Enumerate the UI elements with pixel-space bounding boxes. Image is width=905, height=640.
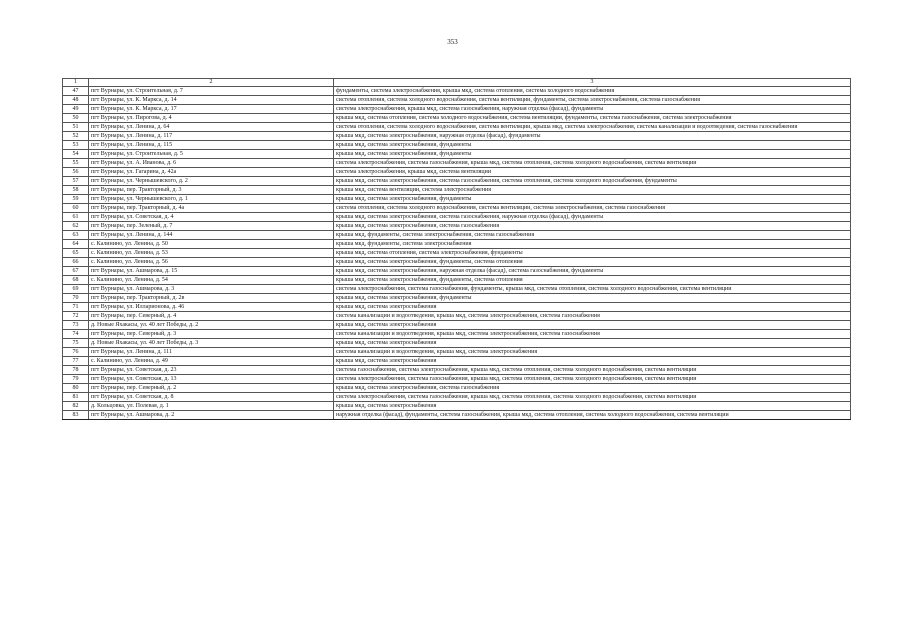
table-row [63, 222, 851, 231]
header-col-3: 3 [334, 79, 851, 87]
row-number: 74 [63, 330, 89, 339]
table-row [63, 240, 851, 249]
table-row [63, 213, 851, 222]
row-address: д. Новые Яхакасы, ул. 40 лет Победы, д. 3 [89, 339, 334, 348]
row-number: 68 [63, 276, 89, 285]
row-number: 51 [63, 123, 89, 132]
row-address: д. Кольцовка, ул. Полевая, д. 1 [89, 402, 334, 411]
row-address: пгт Вурнары, ул. Ленина, д. 64 [89, 123, 334, 132]
table-header [63, 79, 851, 87]
row-number: 77 [63, 357, 89, 366]
table-row [63, 87, 851, 96]
row-number: 70 [63, 294, 89, 303]
row-address: пгт Вурнары, пер. Зеленый, д. 7 [89, 222, 334, 231]
row-number: 49 [63, 105, 89, 114]
table-row [63, 294, 851, 303]
row-number: 79 [63, 375, 89, 384]
row-address: пгт Вурнары, ул. Строительная, д. 7 [89, 87, 334, 96]
row-number: 60 [63, 204, 89, 213]
row-address: пгт Вурнары, ул. Илларионова, д. 46 [89, 303, 334, 312]
row-address: пгт Вурнары, ул. Пирогова, д. 4 [89, 114, 334, 123]
row-works: система электроснабжения, система газоснабжения, крыша мкд, система отопления, система холодного водоснабжения, система вентиляции [334, 393, 851, 402]
row-works: крыша мкд, система электроснабжения, система газоснабжения [334, 222, 851, 231]
row-address: с. Калинино, ул. Ленина, д. 56 [89, 258, 334, 267]
table-row [63, 411, 851, 420]
row-address: пгт Вурнары, ул. Ашмарова, д. 15 [89, 267, 334, 276]
row-works: система отопления, система холодного водоснабжения, система вентиляции, фундаменты, система электроснабжения, система газоснабжения [334, 96, 851, 105]
header-row [63, 79, 851, 87]
table-row [63, 312, 851, 321]
row-number: 69 [63, 285, 89, 294]
row-address: пгт Вурнары, ул. Гагарина, д. 42а [89, 168, 334, 177]
table-row [63, 402, 851, 411]
row-works: крыша мкд, фундаменты, система электроснабжения, система газоснабжения [334, 231, 851, 240]
row-works: крыша мкд, система электроснабжения, наружная отделка (фасад), фундаменты [334, 132, 851, 141]
table-row [63, 303, 851, 312]
row-works: система электроснабжения, крыша мкд, система вентиляции [334, 168, 851, 177]
row-works: крыша мкд, система электроснабжения, фундаменты [334, 195, 851, 204]
table-row [63, 258, 851, 267]
row-address: пгт Вурнары, ул. Ашмарова, д. 3 [89, 285, 334, 294]
row-number: 65 [63, 249, 89, 258]
table-row [63, 195, 851, 204]
row-number: 47 [63, 87, 89, 96]
row-number: 50 [63, 114, 89, 123]
row-address: пгт Вурнары, ул. Советская, д. 4 [89, 213, 334, 222]
row-works: система электроснабжения, крыша мкд, система газоснабжения, наружная отделка (фасад), фундаменты [334, 105, 851, 114]
row-works: система канализации и водоотведения, крыша мкд, система электроснабжения [334, 348, 851, 357]
row-works: крыша мкд, система вентиляции, система электроснабжения [334, 186, 851, 195]
row-works: система электроснабжения, система газоснабжения, крыша мкд, система отопления, система холодного водоснабжения, система вентиляции [334, 375, 851, 384]
row-number: 73 [63, 321, 89, 330]
row-works: фундаменты, система электроснабжения, крыша мкд, система отопления, система холодного водоснабжения [334, 87, 851, 96]
table-row [63, 321, 851, 330]
row-works: система отопления, система холодного водоснабжения, система вентиляции, крыша мкд, система электроснабжения, система канализации и водоотведения, система газоснабжения [334, 123, 851, 132]
row-works: крыша мкд, система электроснабжения, система газоснабжения, система отопления, система холодного водоснабжения, фундаменты [334, 177, 851, 186]
row-address: пгт Вурнары, пер. Тракторный, д. 4а [89, 204, 334, 213]
row-address: пгт Вурнары, ул. Советская, д. 13 [89, 375, 334, 384]
row-number: 63 [63, 231, 89, 240]
row-number: 80 [63, 384, 89, 393]
row-works: крыша мкд, система электроснабжения, фундаменты, система отопления [334, 258, 851, 267]
row-address: с. Калинино, ул. Ленина, д. 54 [89, 276, 334, 285]
row-works: крыша мкд, система отопления, система электроснабжения, фундаменты [334, 249, 851, 258]
row-number: 59 [63, 195, 89, 204]
row-address: пгт Вурнары, пер. Тракторный, д. 2в [89, 294, 334, 303]
row-address: пгт Вурнары, ул. Строительная, д. 5 [89, 150, 334, 159]
row-number: 81 [63, 393, 89, 402]
row-works: крыша мкд, система электроснабжения, наружная отделка (фасад), система газоснабжения, фундаменты [334, 267, 851, 276]
row-address: с. Калинино, ул. Ленина, д. 53 [89, 249, 334, 258]
row-number: 78 [63, 366, 89, 375]
row-number: 54 [63, 150, 89, 159]
row-address: пгт Вурнары, ул. Чернышевского, д. 2 [89, 177, 334, 186]
table-row [63, 114, 851, 123]
table-row [63, 123, 851, 132]
row-number: 71 [63, 303, 89, 312]
row-address: пгт Вурнары, ул. Советская, д. 23 [89, 366, 334, 375]
row-works: крыша мкд, система электроснабжения, система газоснабжения [334, 384, 851, 393]
row-works: крыша мкд, система электроснабжения, система газоснабжения, наружная отделка (фасад), фундаменты [334, 213, 851, 222]
row-number: 62 [63, 222, 89, 231]
table-row [63, 276, 851, 285]
row-works: крыша мкд, система электроснабжения, фундаменты [334, 294, 851, 303]
table-row [63, 267, 851, 276]
row-address: пгт Вурнары, ул. Ленина, д. 115 [89, 141, 334, 150]
row-address: пгт Вурнары, ул. Ленина, д. 117 [89, 132, 334, 141]
row-works: крыша мкд, система отопления, система холодного водоснабжения, система вентиляции, фундаменты, система газоснабжения, система электроснабжения [334, 114, 851, 123]
row-address: пгт Вурнары, пер. Северный, д. 4 [89, 312, 334, 321]
table-row [63, 249, 851, 258]
table-row [63, 348, 851, 357]
row-address: пгт Вурнары, ул. А. Иванова, д. 6 [89, 159, 334, 168]
row-number: 67 [63, 267, 89, 276]
row-works: система газоснабжения, система электроснабжения, крыша мкд, система отопления, система холодного водоснабжения, система вентиляции [334, 366, 851, 375]
row-works: крыша мкд, система электроснабжения, фундаменты, система отопления [334, 276, 851, 285]
row-works: система электроснабжения, система газоснабжения, крыша мкд, система отопления, система холодного водоснабжения, система вентиляции [334, 159, 851, 168]
row-address: пгт Вурнары, ул. К. Маркса, д. 14 [89, 96, 334, 105]
table-row [63, 150, 851, 159]
row-address: пгт Вурнары, ул. К. Маркса, д. 17 [89, 105, 334, 114]
row-works: крыша мкд, система электроснабжения, фундаменты [334, 141, 851, 150]
row-address: пгт Вурнары, ул. Ленина, д. 144 [89, 231, 334, 240]
row-number: 64 [63, 240, 89, 249]
row-number: 58 [63, 186, 89, 195]
row-number: 66 [63, 258, 89, 267]
table-row [63, 357, 851, 366]
row-address: пгт Вурнары, ул. Ашмарова, д. 2 [89, 411, 334, 420]
row-number: 56 [63, 168, 89, 177]
table-row [63, 204, 851, 213]
row-number: 55 [63, 159, 89, 168]
row-works: крыша мкд, система электроснабжения [334, 321, 851, 330]
row-address: пгт Вурнары, ул. Советская, д. 8 [89, 393, 334, 402]
table-row [63, 393, 851, 402]
table-row [63, 330, 851, 339]
row-works: крыша мкд, система электроснабжения [334, 357, 851, 366]
row-number: 53 [63, 141, 89, 150]
row-address: пгт Вурнары, пер. Северный, д. 2 [89, 384, 334, 393]
row-works: крыша мкд, система электроснабжения [334, 402, 851, 411]
row-address: пгт Вурнары, ул. Ленина, д. 111 [89, 348, 334, 357]
table-row [63, 177, 851, 186]
table-row [63, 159, 851, 168]
row-number: 48 [63, 96, 89, 105]
table-row [63, 231, 851, 240]
row-number: 83 [63, 411, 89, 420]
table-row [63, 105, 851, 114]
table-row [63, 141, 851, 150]
row-number: 72 [63, 312, 89, 321]
table-row [63, 186, 851, 195]
row-works: крыша мкд, система электроснабжения [334, 339, 851, 348]
row-works: система канализации и водоотведения, крыша мкд, система электроснабжения, система газоснабжения [334, 312, 851, 321]
row-address: пгт Вурнары, пер. Тракторный, д. 3 [89, 186, 334, 195]
row-works: крыша мкд, фундаменты, система электроснабжения [334, 240, 851, 249]
row-number: 52 [63, 132, 89, 141]
table-row [63, 375, 851, 384]
table-row [63, 339, 851, 348]
table-row [63, 366, 851, 375]
table-row [63, 384, 851, 393]
row-number: 57 [63, 177, 89, 186]
row-number: 82 [63, 402, 89, 411]
row-works: крыша мкд, система электроснабжения [334, 303, 851, 312]
row-number: 76 [63, 348, 89, 357]
row-works: крыша мкд, система электроснабжения, фундаменты [334, 150, 851, 159]
table-row [63, 132, 851, 141]
row-address: д. Новые Яхакасы, ул. 40 лет Победы, д. 2 [89, 321, 334, 330]
row-number: 75 [63, 339, 89, 348]
row-works: система канализации и водоотведения, крыша мкд, система электроснабжения, система газоснабжения [334, 330, 851, 339]
row-address: пгт Вурнары, пер. Северный, д. 3 [89, 330, 334, 339]
row-number: 61 [63, 213, 89, 222]
table-row [63, 96, 851, 105]
table-body [63, 87, 851, 420]
table-row [63, 168, 851, 177]
works-table [62, 78, 851, 420]
table-row [63, 285, 851, 294]
row-address: пгт Вурнары, ул. Чернышевского, д. 1 [89, 195, 334, 204]
row-works: система электроснабжения, система газоснабжения, фундаменты, крыша мкд, система отопления, система холодного водоснабжения, система вентиляции [334, 285, 851, 294]
header-col-1: 1 [63, 79, 89, 87]
page-number: 353 [447, 38, 458, 46]
row-works: система отопления, система холодного водоснабжения, система вентиляции, система электроснабжения, система газоснабжения [334, 204, 851, 213]
header-col-2: 2 [89, 79, 334, 87]
row-address: с. Калинино, ул. Ленина, д. 49 [89, 357, 334, 366]
row-works: наружная отделка (фасад), фундаменты, система газоснабжения, крыша мкд, система отопления, система холодного водоснабжения, система вентиляции [334, 411, 851, 420]
row-address: с. Калинино, ул. Ленина, д. 50 [89, 240, 334, 249]
